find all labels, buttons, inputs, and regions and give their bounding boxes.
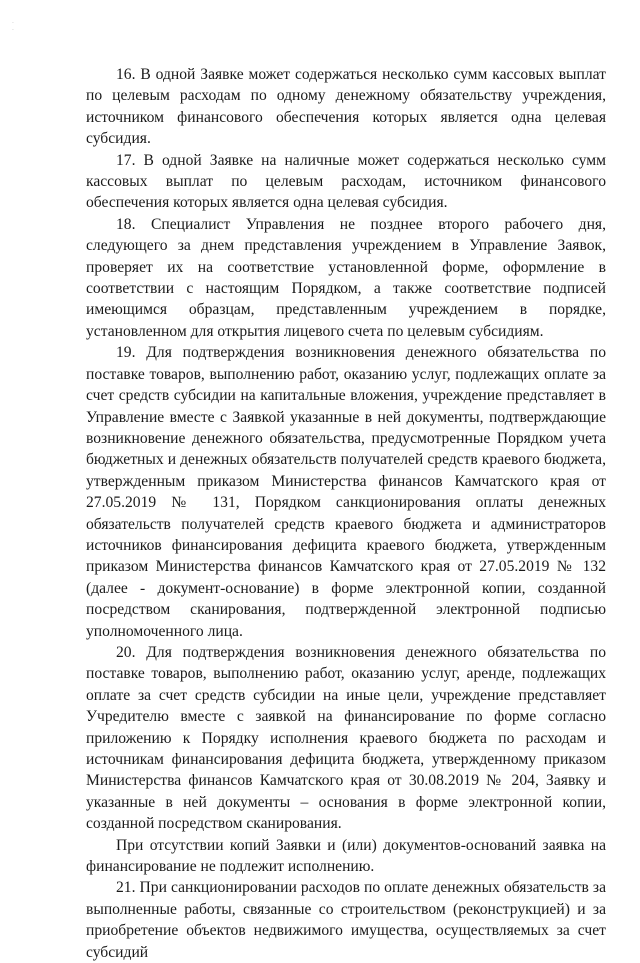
scan-corner-mark: · · bbox=[12, 20, 44, 34]
paragraph-20: 20. Для подтверждения возникновения денежного обязательства по поставке товаров, выполнению работ, оказанию услуг, аренде, подлежащих оплате за счет средств субсидии на иные цели, учреждение представляет Учредителю вместе с заявкой на финансирование по форме согласно приложению к Порядку исполнения краевого бюджета по расходам и источникам финансирования дефицита бюджета, утвержденному приказом Министерства финансов Камчатского края от 30.08.2019 № 204, Заявку и указанные в ней документы – основания в форме электронной копии, созданной посредством сканирования. bbox=[86, 643, 606, 833]
paragraph-18: 18. Специалист Управления не позднее второго рабочего дня, следующего за днем представления учреждением в Управление Заявок, проверяет их на соответствие установленной форме, оформление в соответствии с настоящим Порядком, а также соответствие подписей имеющимся образцам, представленным учреждением в порядке, установленном для открытия лицевого счета по целевым субсидиям. bbox=[86, 215, 606, 340]
document-body bbox=[86, 64, 606, 963]
paragraph-21: 21. При санкционировании расходов по оплате денежных обязательств за выполненные работы, связанные со строительством (реконструкцией) и за приобретение объектов недвижимого имущества, осуществляемых за счет субсидий bbox=[86, 879, 606, 961]
paragraph-20-note: При отсутствии копий Заявки и (или) документов-оснований заявка на финансирование не подлежит исполнению. bbox=[86, 836, 606, 876]
paragraph-16: 16. В одной Заявке может содержаться несколько сумм кассовых выплат по целевым расходам по одному денежному обязательству учреждения, источником финансового обеспечения которых является одна целевая субсидия. bbox=[86, 66, 606, 148]
paragraph-19: 19. Для подтверждения возникновения денежного обязательства по поставке товаров, выполнению работ, оказанию услуг, подлежащих оплате за счет средств субсидии на капитальные вложения, учреждение представляет в Управление вместе с Заявкой указанные в ней документы, подтверждающие возникновение денежного обязательства, предусмотренные Порядком учета бюджетных и денежных обязательств получателей средств краевого бюджета, утвержденным приказом Министерства финансов Камчатского края от 27.05.2019 № 131, Порядком санкционирования оплаты денежных обязательств получателей средств краевого бюджета и администраторов источников финансирования дефицита краевого бюджета, утвержденным приказом Министерства финансов Камчатского края от 27.05.2019 № 132 (далее - документ-основание) в форме электронной копии, созданной посредством сканирования, подтвержденной электронной подписью уполномоченного лица. bbox=[86, 344, 606, 640]
paragraph-17: 17. В одной Заявке на наличные может содержаться несколько сумм кассовых выплат по целевым расходам, источником финансового обеспечения которых является одна целевая субсидия. bbox=[86, 151, 606, 212]
